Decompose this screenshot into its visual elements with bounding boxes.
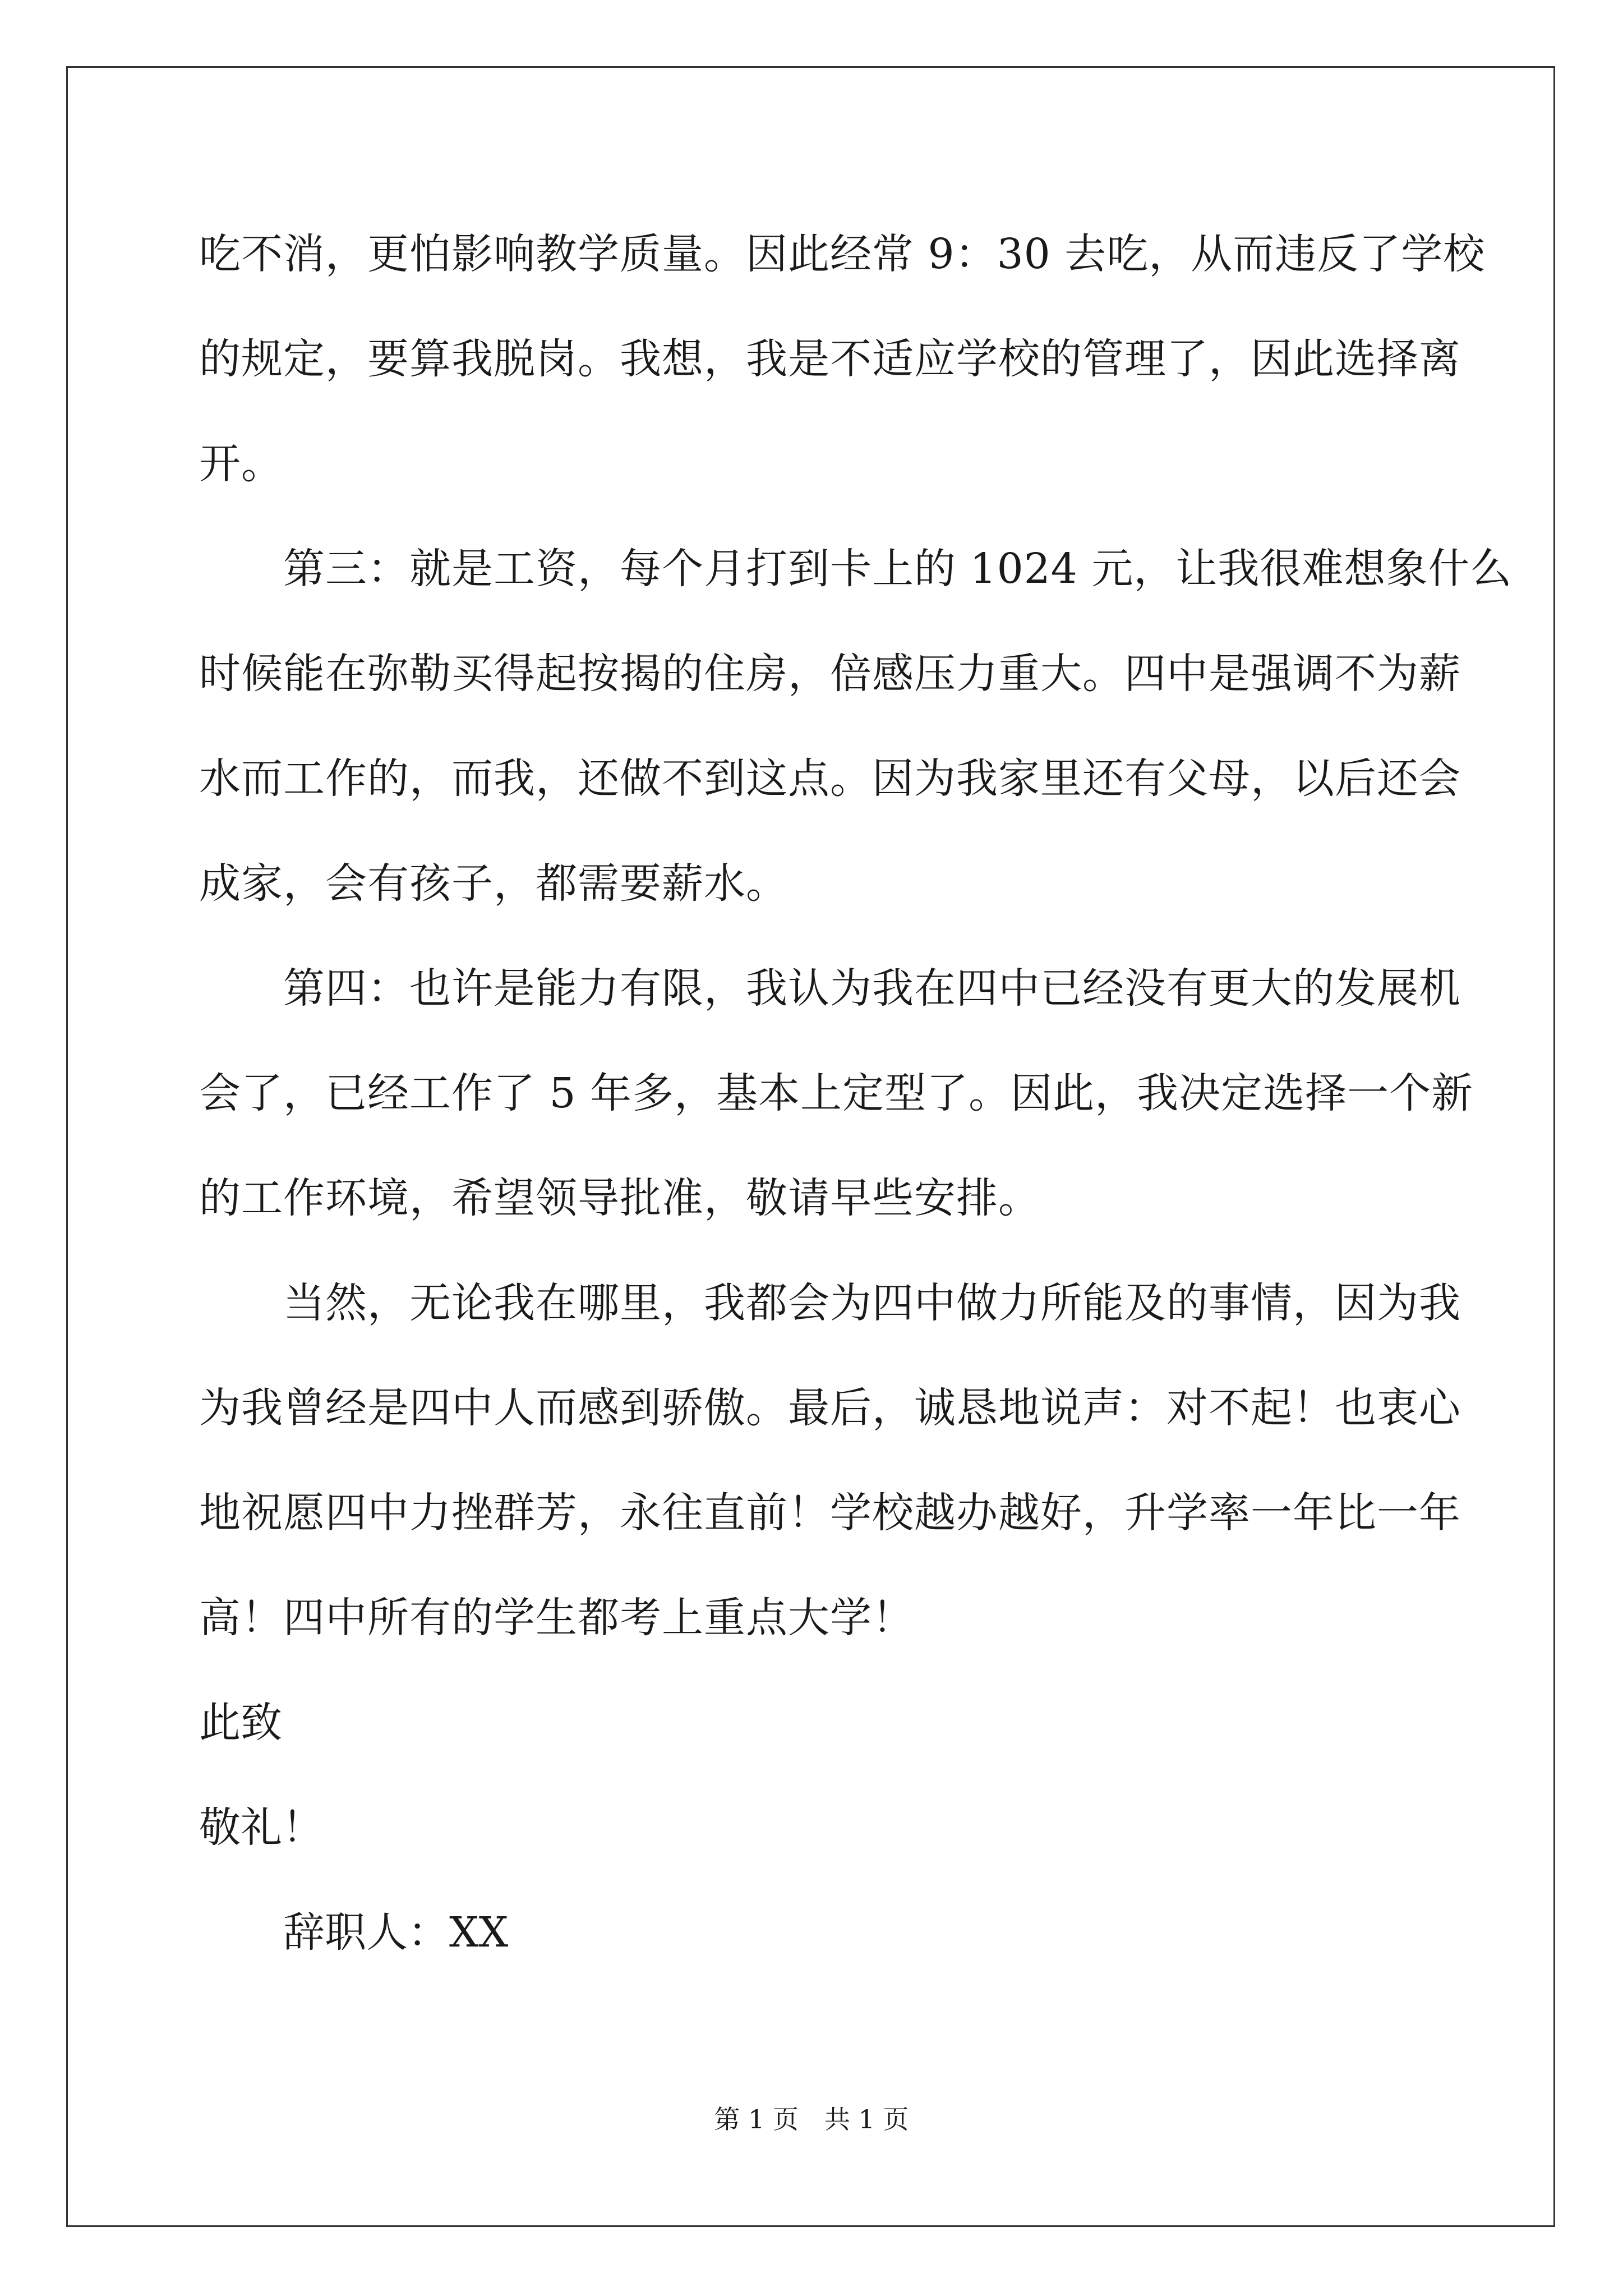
page-footer: [0, 2099, 1623, 2136]
closing-salutation: 此致: [199, 1699, 282, 1747]
text-line: 开。: [199, 440, 283, 488]
text-line: 成家，会有孩子，都需要薪水。: [199, 859, 788, 908]
signature: 辞职人：XX: [283, 1908, 509, 1957]
text-line: 的规定，要算我脱岗。我想，我是不适应学校的管理了，因此选择离: [199, 335, 1461, 383]
document-body: [199, 202, 1513, 1985]
page-number-total: 共 1 页: [824, 2104, 909, 2134]
page-number-current: 第 1 页: [714, 2104, 799, 2134]
closing-regards: 敬礼！: [199, 1803, 324, 1852]
paragraph: [199, 517, 1513, 936]
text-line: 吃不消，更怕影响教学质量。因此经常 9：30 去吃，从而违反了学校: [199, 230, 1486, 278]
text-line: 为我曾经是四中人而感到骄傲。最后，诚恳地说声：对不起！也衷心: [199, 1384, 1461, 1432]
text-line: 的工作环境，希望领导批准，敬请早些安排。: [199, 1174, 1040, 1222]
text-line: 高！四中所有的学生都考上重点大学！: [199, 1594, 914, 1642]
text-line: 水而工作的，而我，还做不到这点。因为我家里还有父母，以后还会: [199, 754, 1461, 803]
text-line: 会了，已经工作了 5 年多，基本上定型了。因此，我决定选择一个新: [199, 1069, 1474, 1117]
paragraph: [199, 1251, 1461, 1671]
paragraph: [199, 936, 1474, 1251]
text-line: 时候能在弥勒买得起按揭的住房，倍感压力重大。四中是强调不为薪: [199, 650, 1461, 698]
text-line: 地祝愿四中力挫群芳，永往直前！学校越办越好，升学率一年比一年: [199, 1489, 1461, 1537]
text-line: 第四：也许是能力有限，我认为我在四中已经没有更大的发展机: [283, 964, 1461, 1013]
text-line: 第三：就是工资，每个月打到卡上的 1024 元，让我很难想象什么: [283, 545, 1513, 593]
text-line: 当然，无论我在哪里，我都会为四中做力所能及的事情，因为我: [283, 1279, 1461, 1327]
paragraph: [199, 202, 1486, 517]
